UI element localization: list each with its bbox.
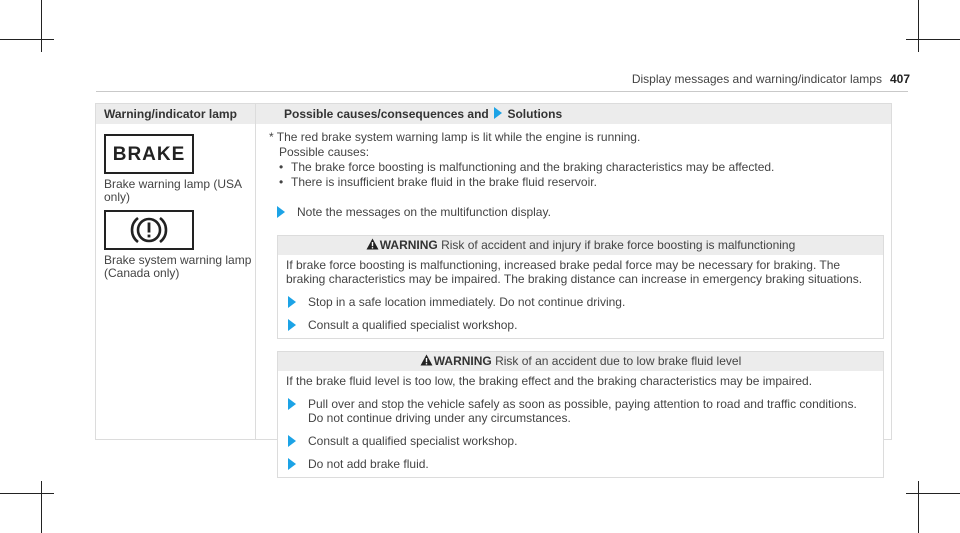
crop-mark [918, 0, 919, 52]
arrow-right-icon [494, 107, 502, 119]
column-header-suffix: Solutions [507, 107, 563, 121]
column-header-lamp: Warning/indicator lamp [96, 104, 255, 124]
warning-body [278, 255, 883, 338]
list-item: • The brake force boosting is malfunctioning and the braking characteristics may be affected. [279, 160, 884, 175]
intro-text: * The red brake system warning lamp is lit while the engine is running. [269, 130, 641, 144]
warning-text: If brake force boosting is malfunctioning, increased brake pedal force may be necessary for braking. The braking characteristics may be impaired. The braking distance can increase in emergency braking situations. [286, 258, 863, 286]
warning-step-text: Consult a qualified specialist workshop. [308, 318, 518, 332]
crop-mark [0, 39, 54, 40]
brake-icon-text: BRAKE [112, 143, 186, 165]
warning-step [286, 434, 875, 448]
crop-mark [906, 39, 960, 40]
crop-mark [41, 0, 42, 52]
brake-text-icon [104, 134, 194, 174]
warning-step [286, 318, 875, 332]
warning-step-text: Do not add brake fluid. [308, 457, 429, 471]
warning-title: Risk of accident and injury if brake force boosting is malfunctioning [441, 238, 796, 252]
warning-step [286, 457, 875, 471]
crop-mark [41, 481, 42, 533]
note-text: Note the messages on the multifunction display. [297, 205, 551, 219]
warning-step [286, 295, 875, 309]
warning-step-text: Pull over and stop the vehicle safely as soon as possible, paying attention to road and traffic conditions. Do not continue driving under any circumstances. [308, 397, 857, 425]
causes-list [269, 160, 884, 190]
list-item: • There is insufficient brake fluid in the brake fluid reservoir. [279, 175, 884, 190]
arrow-right-icon [288, 296, 296, 308]
warning-box-boosting [277, 235, 884, 339]
note-step [269, 205, 884, 220]
warning-header [278, 352, 883, 371]
solutions-column [269, 130, 884, 478]
lamp-table [95, 103, 892, 471]
page-header-title: Display messages and warning/indicator lamps [631, 72, 882, 86]
crop-mark [918, 481, 919, 533]
page-number: 407 [889, 72, 910, 86]
arrow-right-icon [288, 319, 296, 331]
arrow-right-icon [288, 398, 296, 410]
warning-step-text: Consult a qualified specialist workshop. [308, 434, 518, 448]
lamp-label-usa: Brake warning lamp (USA only) [104, 177, 242, 204]
warning-triangle-icon [420, 354, 433, 366]
lamp-label-canada: Brake system warning lamp (Canada only) [104, 253, 252, 280]
arrow-right-icon [288, 458, 296, 470]
warning-box-fluid [277, 351, 884, 478]
column-divider [255, 104, 256, 439]
page-header [632, 72, 910, 86]
header-rule [96, 91, 908, 92]
warning-text: If the brake fluid level is too low, the braking effect and the braking characteristics may be impaired. [286, 374, 813, 388]
warning-label: WARNING [379, 238, 438, 252]
column-header-solutions [256, 104, 891, 124]
warning-title: Risk of an accident due to low brake fluid level [495, 354, 742, 368]
crop-mark [906, 493, 960, 494]
warning-body [278, 371, 883, 477]
possible-causes-label: Possible causes: [279, 145, 370, 159]
arrow-right-icon [288, 435, 296, 447]
brake-system-warning-icon [104, 210, 194, 250]
lamp-column [104, 134, 254, 280]
crop-mark [0, 493, 54, 494]
warning-step [286, 397, 875, 425]
column-header-prefix: Possible causes/consequences and [284, 107, 489, 121]
warning-header [278, 236, 883, 255]
warning-triangle-icon [366, 238, 379, 250]
warning-step-text: Stop in a safe location immediately. Do not continue driving. [308, 295, 626, 309]
warning-label: WARNING [433, 354, 492, 368]
arrow-right-icon [277, 206, 285, 218]
